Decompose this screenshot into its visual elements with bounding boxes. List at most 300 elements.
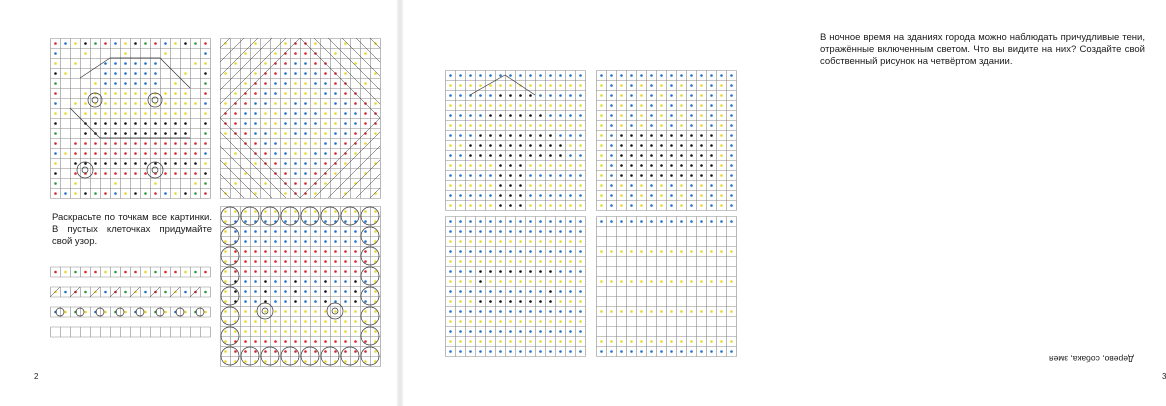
color-dot — [124, 52, 127, 55]
color-dot — [569, 250, 572, 253]
color-dot — [64, 311, 67, 314]
color-dot — [449, 330, 452, 333]
color-dot — [274, 92, 277, 95]
color-dot — [640, 114, 643, 117]
color-dot — [324, 102, 327, 105]
color-dot — [670, 280, 673, 283]
color-dot — [720, 280, 723, 283]
color-dot — [660, 124, 663, 127]
color-dot — [700, 124, 703, 127]
color-dot — [610, 124, 613, 127]
color-dot — [710, 144, 713, 147]
color-dot — [354, 310, 357, 313]
color-dot — [354, 122, 357, 125]
color-dot — [579, 74, 582, 77]
color-dot — [479, 114, 482, 117]
color-dot — [489, 320, 492, 323]
color-dot — [334, 310, 337, 313]
color-dot — [364, 82, 367, 85]
color-dot — [54, 132, 57, 135]
color-dot — [479, 250, 482, 253]
color-dot — [519, 340, 522, 343]
color-dot — [204, 142, 207, 145]
outline-circle — [96, 308, 104, 316]
color-dot — [690, 184, 693, 187]
color-dot — [720, 104, 723, 107]
color-dot — [539, 240, 542, 243]
color-dot — [314, 172, 317, 175]
color-dot — [344, 350, 347, 353]
color-dot — [559, 134, 562, 137]
color-dot — [660, 154, 663, 157]
color-dot — [680, 280, 683, 283]
color-dot — [114, 142, 117, 145]
color-dot — [730, 74, 733, 77]
color-dot — [64, 291, 67, 294]
color-dot — [84, 192, 87, 195]
color-dot — [620, 280, 623, 283]
outline-circle — [361, 247, 379, 265]
color-dot — [334, 290, 337, 293]
color-dot — [499, 270, 502, 273]
color-dot — [569, 240, 572, 243]
color-dot — [509, 164, 512, 167]
color-dot — [294, 142, 297, 145]
color-dot — [294, 340, 297, 343]
color-dot — [690, 194, 693, 197]
color-dot — [579, 84, 582, 87]
color-dot — [304, 92, 307, 95]
outline-stroke — [170, 287, 180, 297]
color-dot — [630, 340, 633, 343]
color-dot — [650, 164, 653, 167]
color-dot — [680, 114, 683, 117]
color-dot — [700, 280, 703, 283]
color-dot — [479, 290, 482, 293]
color-dot — [284, 360, 287, 363]
color-dot — [569, 290, 572, 293]
color-dot — [720, 114, 723, 117]
color-dot — [549, 280, 552, 283]
color-dot — [529, 204, 532, 207]
color-dot — [234, 62, 237, 65]
color-dot — [579, 94, 582, 97]
color-dot — [264, 152, 267, 155]
color-dot — [334, 132, 337, 135]
color-dot — [499, 124, 502, 127]
color-dot — [114, 82, 117, 85]
color-dot — [569, 320, 572, 323]
color-dot — [489, 174, 492, 177]
color-dot — [224, 270, 227, 273]
border-pattern — [50, 262, 212, 352]
outline-stroke — [370, 188, 380, 198]
color-dot — [204, 152, 207, 155]
color-dot — [104, 162, 107, 165]
color-dot — [449, 300, 452, 303]
color-dot — [334, 330, 337, 333]
color-dot — [469, 280, 472, 283]
tree-shadow-building — [445, 70, 587, 212]
color-dot — [499, 320, 502, 323]
color-dot — [254, 122, 257, 125]
color-dot — [529, 350, 532, 353]
color-dot — [579, 230, 582, 233]
color-dot — [519, 94, 522, 97]
color-dot — [670, 204, 673, 207]
color-dot — [610, 310, 613, 313]
color-dot — [710, 250, 713, 253]
color-dot — [620, 310, 623, 313]
color-dot — [690, 164, 693, 167]
color-dot — [499, 310, 502, 313]
color-dot — [620, 154, 623, 157]
color-dot — [324, 260, 327, 263]
color-dot — [670, 184, 673, 187]
color-dot — [710, 220, 713, 223]
color-dot — [660, 104, 663, 107]
color-dot — [364, 290, 367, 293]
color-dot — [459, 104, 462, 107]
color-dot — [700, 250, 703, 253]
color-dot — [529, 164, 532, 167]
color-dot — [154, 122, 157, 125]
color-dot — [479, 310, 482, 313]
color-dot — [244, 330, 247, 333]
color-dot — [499, 174, 502, 177]
color-dot — [374, 270, 377, 273]
color-dot — [499, 134, 502, 137]
color-dot — [489, 290, 492, 293]
color-dot — [710, 164, 713, 167]
outline-circle — [221, 327, 239, 345]
color-dot — [334, 260, 337, 263]
color-dot — [630, 124, 633, 127]
color-dot — [469, 124, 472, 127]
color-dot — [254, 162, 257, 165]
color-dot — [244, 132, 247, 135]
color-dot — [690, 250, 693, 253]
color-dot — [254, 132, 257, 135]
color-dot — [284, 112, 287, 115]
color-dot — [529, 290, 532, 293]
color-dot — [204, 132, 207, 135]
color-dot — [569, 154, 572, 157]
color-dot — [334, 152, 337, 155]
color-dot — [94, 291, 97, 294]
color-dot — [324, 300, 327, 303]
color-dot — [244, 82, 247, 85]
color-dot — [620, 124, 623, 127]
color-dot — [184, 102, 187, 105]
color-dot — [710, 84, 713, 87]
color-dot — [124, 112, 127, 115]
color-dot — [184, 42, 187, 45]
color-dot — [600, 94, 603, 97]
color-dot — [720, 144, 723, 147]
color-dot — [324, 310, 327, 313]
color-dot — [294, 230, 297, 233]
color-dot — [479, 204, 482, 207]
color-dot — [324, 112, 327, 115]
color-dot — [244, 230, 247, 233]
color-dot — [274, 240, 277, 243]
color-dot — [640, 104, 643, 107]
color-dot — [630, 194, 633, 197]
color-dot — [124, 92, 127, 95]
color-dot — [660, 164, 663, 167]
color-dot — [559, 184, 562, 187]
color-dot — [559, 154, 562, 157]
color-dot — [134, 132, 137, 135]
color-dot — [314, 280, 317, 283]
color-dot — [54, 102, 57, 105]
color-dot — [74, 172, 77, 175]
color-dot — [94, 82, 97, 85]
color-dot — [154, 82, 157, 85]
color-dot — [579, 134, 582, 137]
color-dot — [630, 250, 633, 253]
outline-circle — [361, 227, 379, 245]
color-dot — [519, 250, 522, 253]
color-dot — [680, 124, 683, 127]
color-dot — [324, 270, 327, 273]
color-dot — [304, 112, 307, 115]
color-dot — [304, 62, 307, 65]
color-dot — [344, 220, 347, 223]
color-dot — [294, 92, 297, 95]
color-dot — [164, 152, 167, 155]
color-dot — [114, 271, 117, 274]
color-dot — [680, 350, 683, 353]
color-dot — [680, 94, 683, 97]
color-dot — [224, 330, 227, 333]
color-dot — [509, 84, 512, 87]
color-dot — [364, 360, 367, 363]
color-dot — [569, 260, 572, 263]
color-dot — [264, 320, 267, 323]
color-dot — [509, 204, 512, 207]
color-dot — [304, 310, 307, 313]
color-dot — [334, 280, 337, 283]
color-dot — [124, 122, 127, 125]
color-dot — [124, 102, 127, 105]
color-dot — [640, 134, 643, 137]
color-dot — [304, 52, 307, 55]
color-dot — [670, 164, 673, 167]
outline-circle — [241, 207, 259, 225]
color-dot — [314, 42, 317, 45]
color-dot — [600, 154, 603, 157]
color-dot — [650, 154, 653, 157]
color-dot — [700, 340, 703, 343]
color-dot — [559, 350, 562, 353]
color-dot — [94, 271, 97, 274]
color-dot — [469, 340, 472, 343]
outline-stroke — [220, 188, 230, 198]
color-dot — [489, 250, 492, 253]
color-dot — [294, 250, 297, 253]
color-dot — [549, 330, 552, 333]
color-dot — [304, 230, 307, 233]
color-dot — [254, 250, 257, 253]
color-dot — [670, 124, 673, 127]
color-dot — [539, 280, 542, 283]
color-dot — [459, 84, 462, 87]
color-dot — [569, 144, 572, 147]
color-dot — [509, 104, 512, 107]
color-dot — [224, 350, 227, 353]
color-dot — [559, 300, 562, 303]
color-dot — [600, 280, 603, 283]
color-dot — [254, 280, 257, 283]
color-dot — [144, 192, 147, 195]
color-dot — [509, 300, 512, 303]
color-dot — [489, 124, 492, 127]
color-dot — [569, 330, 572, 333]
color-dot — [264, 250, 267, 253]
color-dot — [144, 271, 147, 274]
color-dot — [344, 210, 347, 213]
color-dot — [660, 340, 663, 343]
color-dot — [630, 84, 633, 87]
color-dot — [630, 184, 633, 187]
color-dot — [539, 144, 542, 147]
color-dot — [344, 230, 347, 233]
color-dot — [650, 84, 653, 87]
color-dot — [519, 114, 522, 117]
color-dot — [670, 350, 673, 353]
color-dot — [124, 172, 127, 175]
color-dot — [539, 250, 542, 253]
color-dot — [274, 162, 277, 165]
color-dot — [304, 132, 307, 135]
color-dot — [324, 340, 327, 343]
color-dot — [569, 230, 572, 233]
color-dot — [620, 94, 623, 97]
color-dot — [54, 172, 57, 175]
outline-circle — [281, 207, 299, 225]
outline-circle — [281, 347, 299, 365]
color-dot — [114, 132, 117, 135]
color-dot — [154, 271, 157, 274]
outline-stroke — [314, 132, 380, 198]
color-dot — [284, 350, 287, 353]
color-dot — [549, 84, 552, 87]
color-dot — [730, 220, 733, 223]
outline-stroke — [342, 160, 380, 198]
color-dot — [539, 310, 542, 313]
color-dot — [650, 134, 653, 137]
color-dot — [519, 164, 522, 167]
color-dot — [539, 204, 542, 207]
color-dot — [529, 154, 532, 157]
color-dot — [459, 144, 462, 147]
color-dot — [539, 124, 542, 127]
color-dot — [54, 112, 57, 115]
outline-circle — [116, 308, 124, 316]
color-dot — [174, 102, 177, 105]
color-dot — [479, 340, 482, 343]
color-dot — [144, 172, 147, 175]
color-dot — [600, 164, 603, 167]
color-dot — [194, 142, 197, 145]
color-dot — [294, 112, 297, 115]
color-dot — [600, 220, 603, 223]
color-dot — [670, 94, 673, 97]
color-dot — [670, 220, 673, 223]
color-dot — [264, 92, 267, 95]
color-dot — [154, 42, 157, 45]
outline-circle — [361, 307, 379, 325]
color-dot — [104, 192, 107, 195]
color-dot — [244, 220, 247, 223]
color-dot — [354, 320, 357, 323]
color-dot — [579, 290, 582, 293]
color-dot — [529, 260, 532, 263]
color-dot — [620, 74, 623, 77]
color-dot — [284, 42, 287, 45]
color-dot — [164, 311, 167, 314]
color-dot — [569, 124, 572, 127]
color-dot — [154, 182, 157, 185]
color-dot — [700, 74, 703, 77]
color-dot — [304, 250, 307, 253]
color-dot — [204, 192, 207, 195]
color-dot — [650, 280, 653, 283]
color-dot — [264, 290, 267, 293]
color-dot — [449, 350, 452, 353]
color-dot — [84, 92, 87, 95]
color-dot — [334, 350, 337, 353]
color-dot — [344, 320, 347, 323]
color-dot — [469, 84, 472, 87]
color-dot — [730, 280, 733, 283]
color-dot — [509, 290, 512, 293]
color-dot — [499, 280, 502, 283]
color-dot — [134, 82, 137, 85]
color-dot — [134, 271, 137, 274]
color-dot — [509, 114, 512, 117]
color-dot — [670, 154, 673, 157]
color-dot — [509, 330, 512, 333]
color-dot — [650, 144, 653, 147]
color-dot — [364, 142, 367, 145]
color-dot — [720, 174, 723, 177]
color-dot — [559, 94, 562, 97]
color-dot — [94, 122, 97, 125]
color-dot — [364, 350, 367, 353]
color-dot — [114, 192, 117, 195]
color-dot — [314, 62, 317, 65]
color-dot — [194, 271, 197, 274]
color-dot — [660, 74, 663, 77]
color-dot — [294, 350, 297, 353]
color-dot — [660, 134, 663, 137]
color-dot — [509, 260, 512, 263]
color-dot — [509, 124, 512, 127]
color-dot — [284, 152, 287, 155]
color-dot — [670, 74, 673, 77]
color-dot — [274, 142, 277, 145]
color-dot — [194, 162, 197, 165]
outline-circle — [301, 207, 319, 225]
color-dot — [224, 220, 227, 223]
color-dot — [730, 340, 733, 343]
color-dot — [314, 260, 317, 263]
color-dot — [479, 84, 482, 87]
color-dot — [164, 162, 167, 165]
